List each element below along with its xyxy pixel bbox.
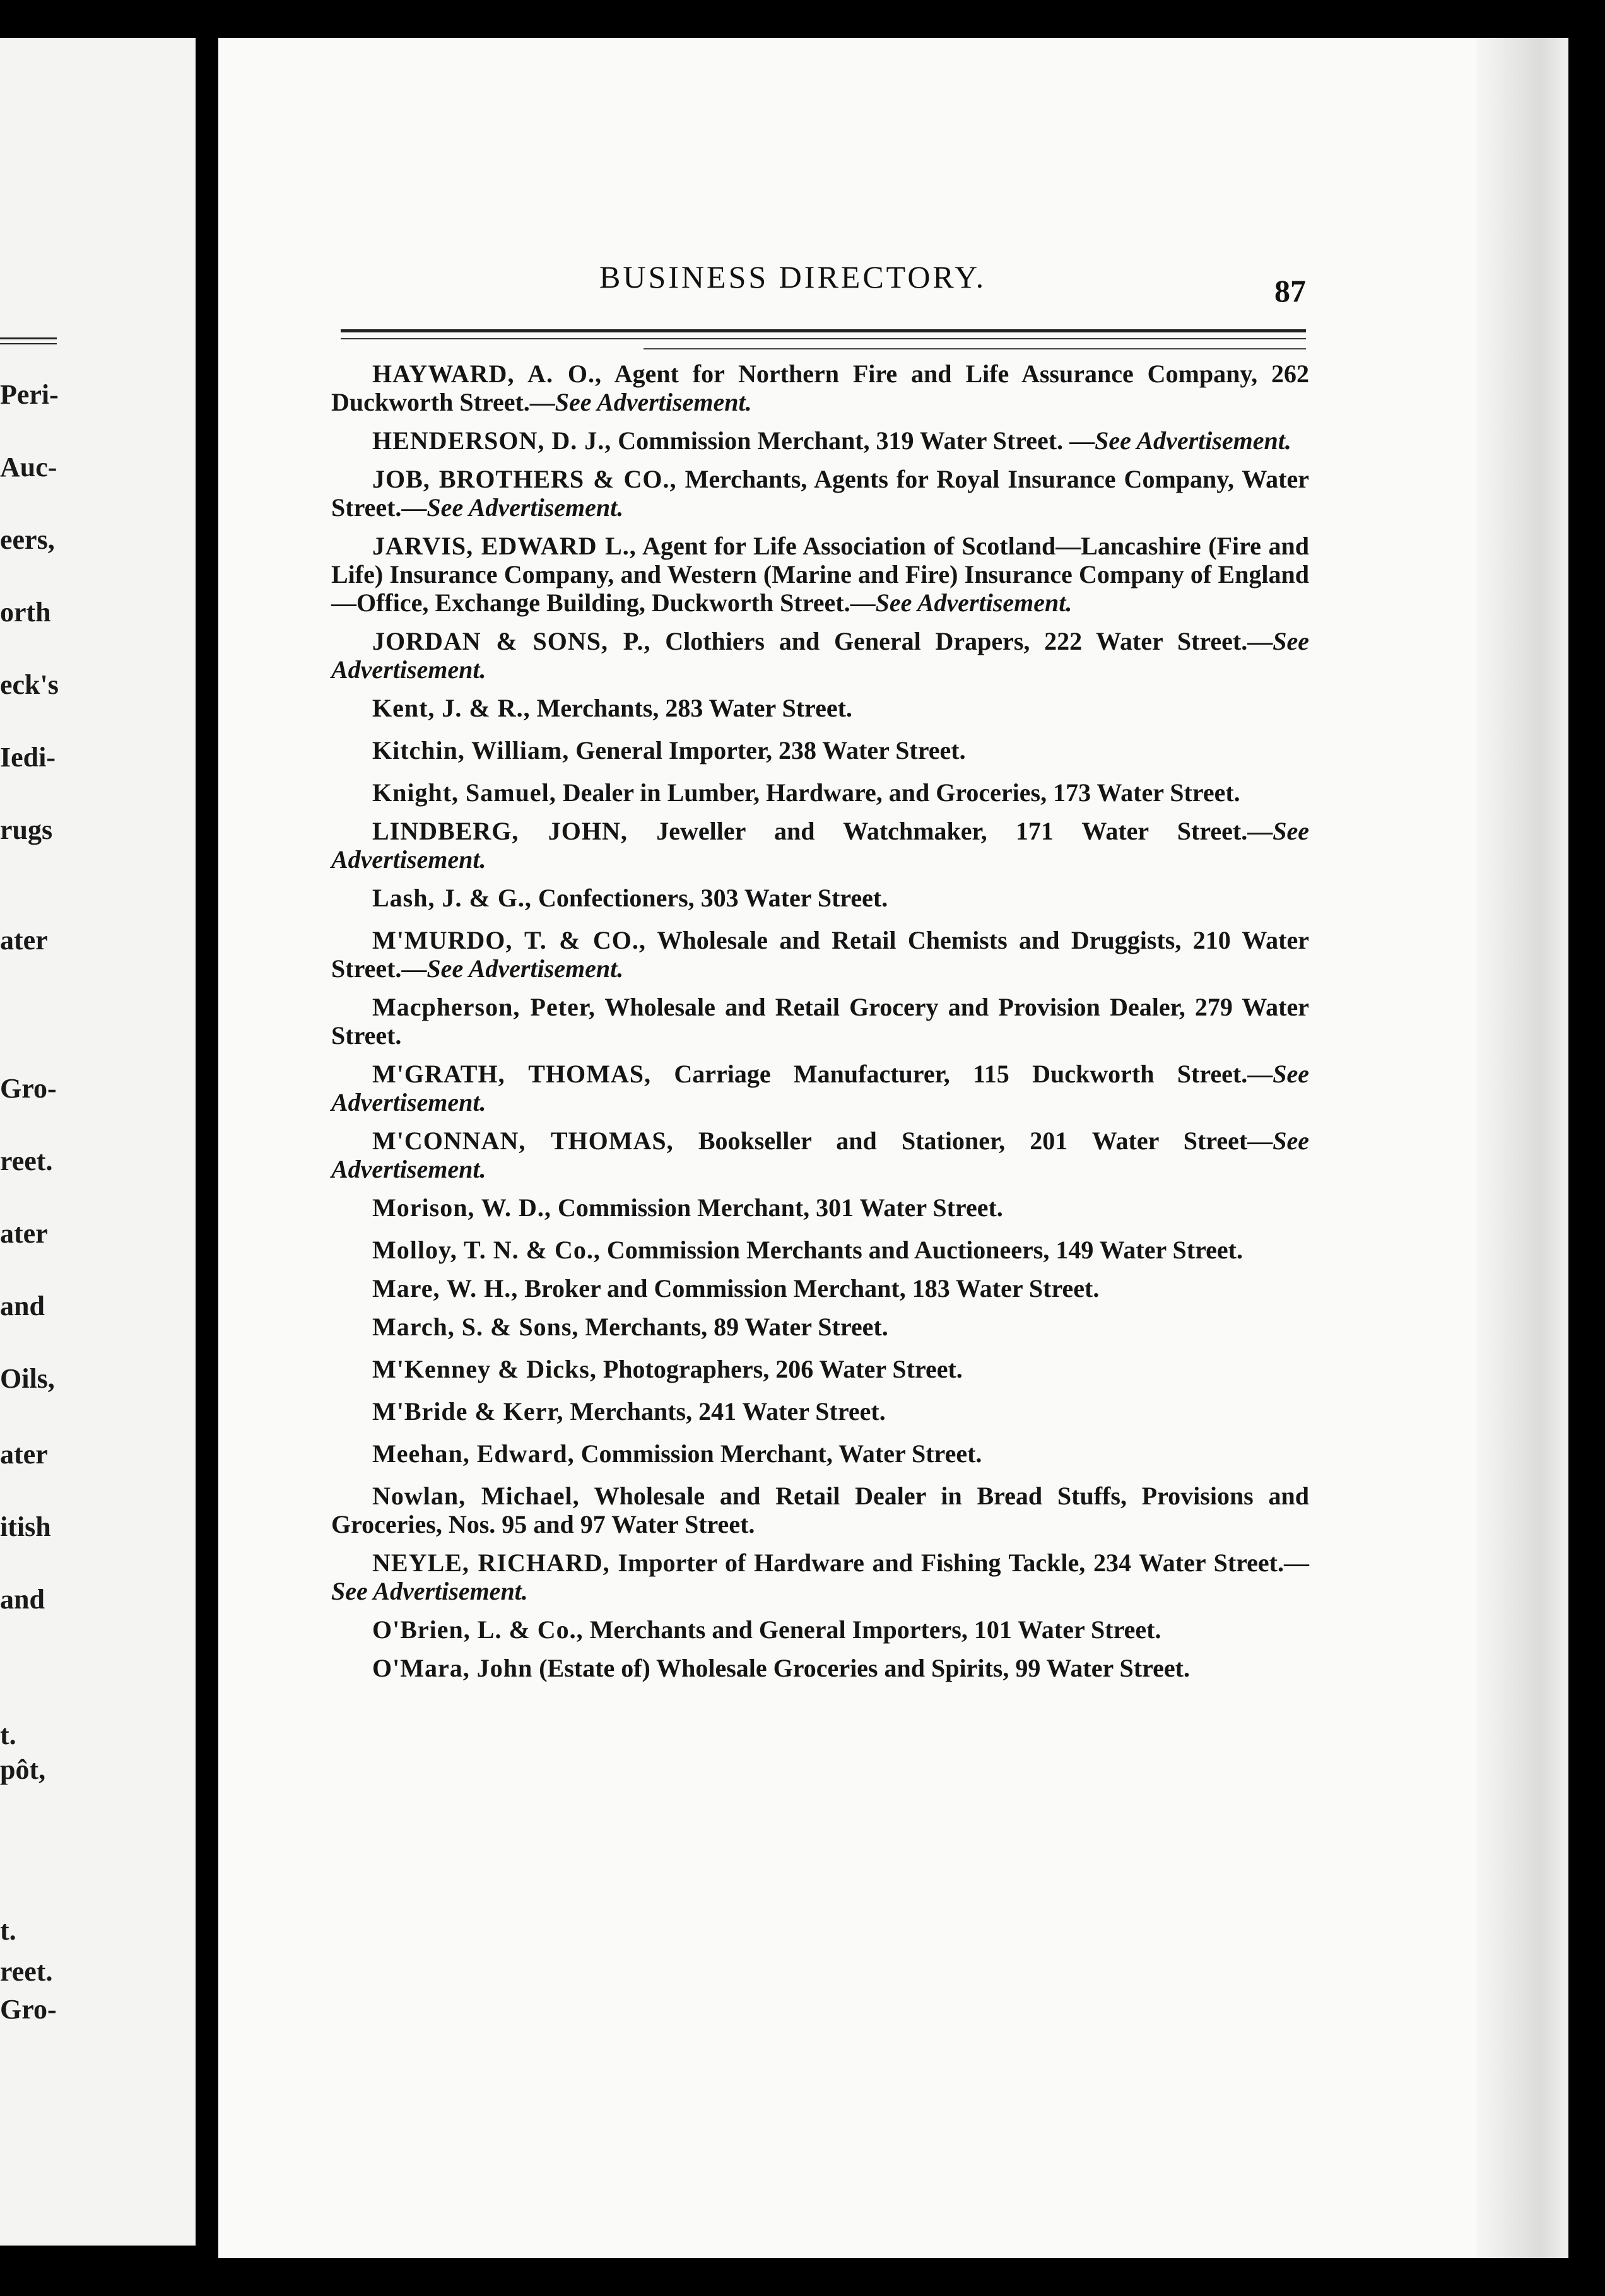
directory-entry: M'Bride & Kerr, Merchants, 241 Water Street. xyxy=(372,1397,886,1426)
directory-entry: HENDERSON, D. J., Commission Merchant, 319 Water Street. —See Advertisement. xyxy=(372,426,1291,455)
directory-entry: O'Brien, L. & Co., Merchants and General Importers, 101 Water Street. xyxy=(372,1615,1161,1644)
directory-entries xyxy=(331,360,1309,1692)
book-gutter xyxy=(196,38,218,2246)
directory-entry: JOB, BROTHERS & CO., Merchants, Agents for Royal Insurance Company, Water Street.—See Advertisement. xyxy=(331,465,1309,522)
facing-fragment: reet. xyxy=(0,1956,53,1987)
directory-entry: Nowlan, Michael, Wholesale and Retail Dealer in Bread Stuffs, Provisions and Groceries, Nos. 95 and 97 Water Street. xyxy=(331,1482,1309,1538)
running-header: BUSINESS DIRECTORY. xyxy=(599,259,987,295)
directory-entry: March, S. & Sons, Merchants, 89 Water Street. xyxy=(372,1313,888,1341)
header-rule xyxy=(644,348,1306,349)
facing-fragment: t. xyxy=(0,1719,16,1750)
facing-page-edge xyxy=(0,38,196,2246)
facing-fragment: Gro- xyxy=(0,1073,57,1104)
directory-entry: HAYWARD, A. O., Agent for Northern Fire and Life Assurance Company, 262 Duckworth Street.—See Advertisement. xyxy=(331,360,1310,416)
directory-entry: O'Mara, John (Estate of) Wholesale Groceries and Spirits, 99 Water Street. xyxy=(372,1654,1190,1682)
facing-fragment: Iedi- xyxy=(0,742,56,773)
directory-entry: NEYLE, RICHARD, Importer of Hardware and Fishing Tackle, 234 Water Street.—See Advertisement. xyxy=(331,1549,1310,1605)
facing-fragment: rugs xyxy=(0,814,53,845)
directory-entry: Kitchin, William, General Importer, 238 Water Street. xyxy=(372,736,966,764)
facing-fragment: Oils, xyxy=(0,1363,55,1394)
directory-entry: Knight, Samuel, Dealer in Lumber, Hardware, and Groceries, 173 Water Street. xyxy=(372,778,1240,807)
facing-fragment: and xyxy=(0,1291,45,1321)
facing-fragment: t. xyxy=(0,1915,16,1946)
directory-entry: Morison, W. D., Commission Merchant, 301 Water Street. xyxy=(372,1193,1003,1222)
directory-entry: JORDAN & SONS, P., Clothiers and General Drapers, 222 Water Street.—See Advertisement. xyxy=(331,627,1310,684)
directory-entry: Meehan, Edward, Commission Merchant, Water Street. xyxy=(372,1439,982,1468)
directory-entry: Lash, J. & G., Confectioners, 303 Water Street. xyxy=(372,884,888,912)
page-edge-shadow xyxy=(1476,38,1568,2258)
facing-page-rule xyxy=(0,337,57,344)
directory-entry: Mare, W. H., Broker and Commission Merchant, 183 Water Street. xyxy=(372,1274,1100,1303)
facing-fragment: ater xyxy=(0,1439,48,1470)
directory-entry: JARVIS, EDWARD L., Agent for Life Association of Scotland—Lancashire (Fire and Life) Insurance Company, and Western (Marine and Fire) Insurance Company of England—Office, Exchange Building, Duckworth Street.—See Advertisement. xyxy=(331,532,1309,617)
directory-entry: LINDBERG, JOHN, Jeweller and Watchmaker, 171 Water Street.—See Advertisement. xyxy=(331,817,1309,874)
facing-fragment: ater xyxy=(0,925,48,956)
facing-fragment: reet. xyxy=(0,1145,53,1176)
facing-fragment: eers, xyxy=(0,524,55,555)
directory-entry: M'GRATH, THOMAS, Carriage Manufacturer, 115 Duckworth Street.—See Advertisement. xyxy=(331,1060,1309,1116)
directory-entry: Molloy, T. N. & Co., Commission Merchants and Auctioneers, 149 Water Street. xyxy=(372,1236,1243,1264)
facing-fragment: ater xyxy=(0,1218,48,1249)
facing-fragment: Auc- xyxy=(0,452,57,483)
facing-fragment: Gro- xyxy=(0,1994,57,2025)
directory-entry: M'CONNAN, THOMAS, Bookseller and Stationer, 201 Water Street—See Advertisement. xyxy=(331,1127,1309,1183)
directory-entry: Macpherson, Peter, Wholesale and Retail Grocery and Provision Dealer, 279 Water Street. xyxy=(331,993,1309,1050)
header-rule xyxy=(341,338,1306,339)
directory-entry: M'Kenney & Dicks, Photographers, 206 Water Street. xyxy=(372,1355,963,1383)
facing-fragment: Peri- xyxy=(0,379,59,410)
directory-entry: M'MURDO, T. & CO., Wholesale and Retail Chemists and Druggists, 210 Water Street.—See Advertisement. xyxy=(331,926,1309,983)
facing-fragment: eck's xyxy=(0,669,59,700)
facing-fragment: pôt, xyxy=(0,1754,46,1785)
facing-fragment: itish xyxy=(0,1511,51,1542)
facing-fragment: orth xyxy=(0,597,51,628)
page-number: 87 xyxy=(1274,273,1306,308)
facing-fragment: and xyxy=(0,1584,45,1615)
directory-entry: Kent, J. & R., Merchants, 283 Water Street. xyxy=(372,694,852,722)
header-rule xyxy=(341,329,1306,332)
